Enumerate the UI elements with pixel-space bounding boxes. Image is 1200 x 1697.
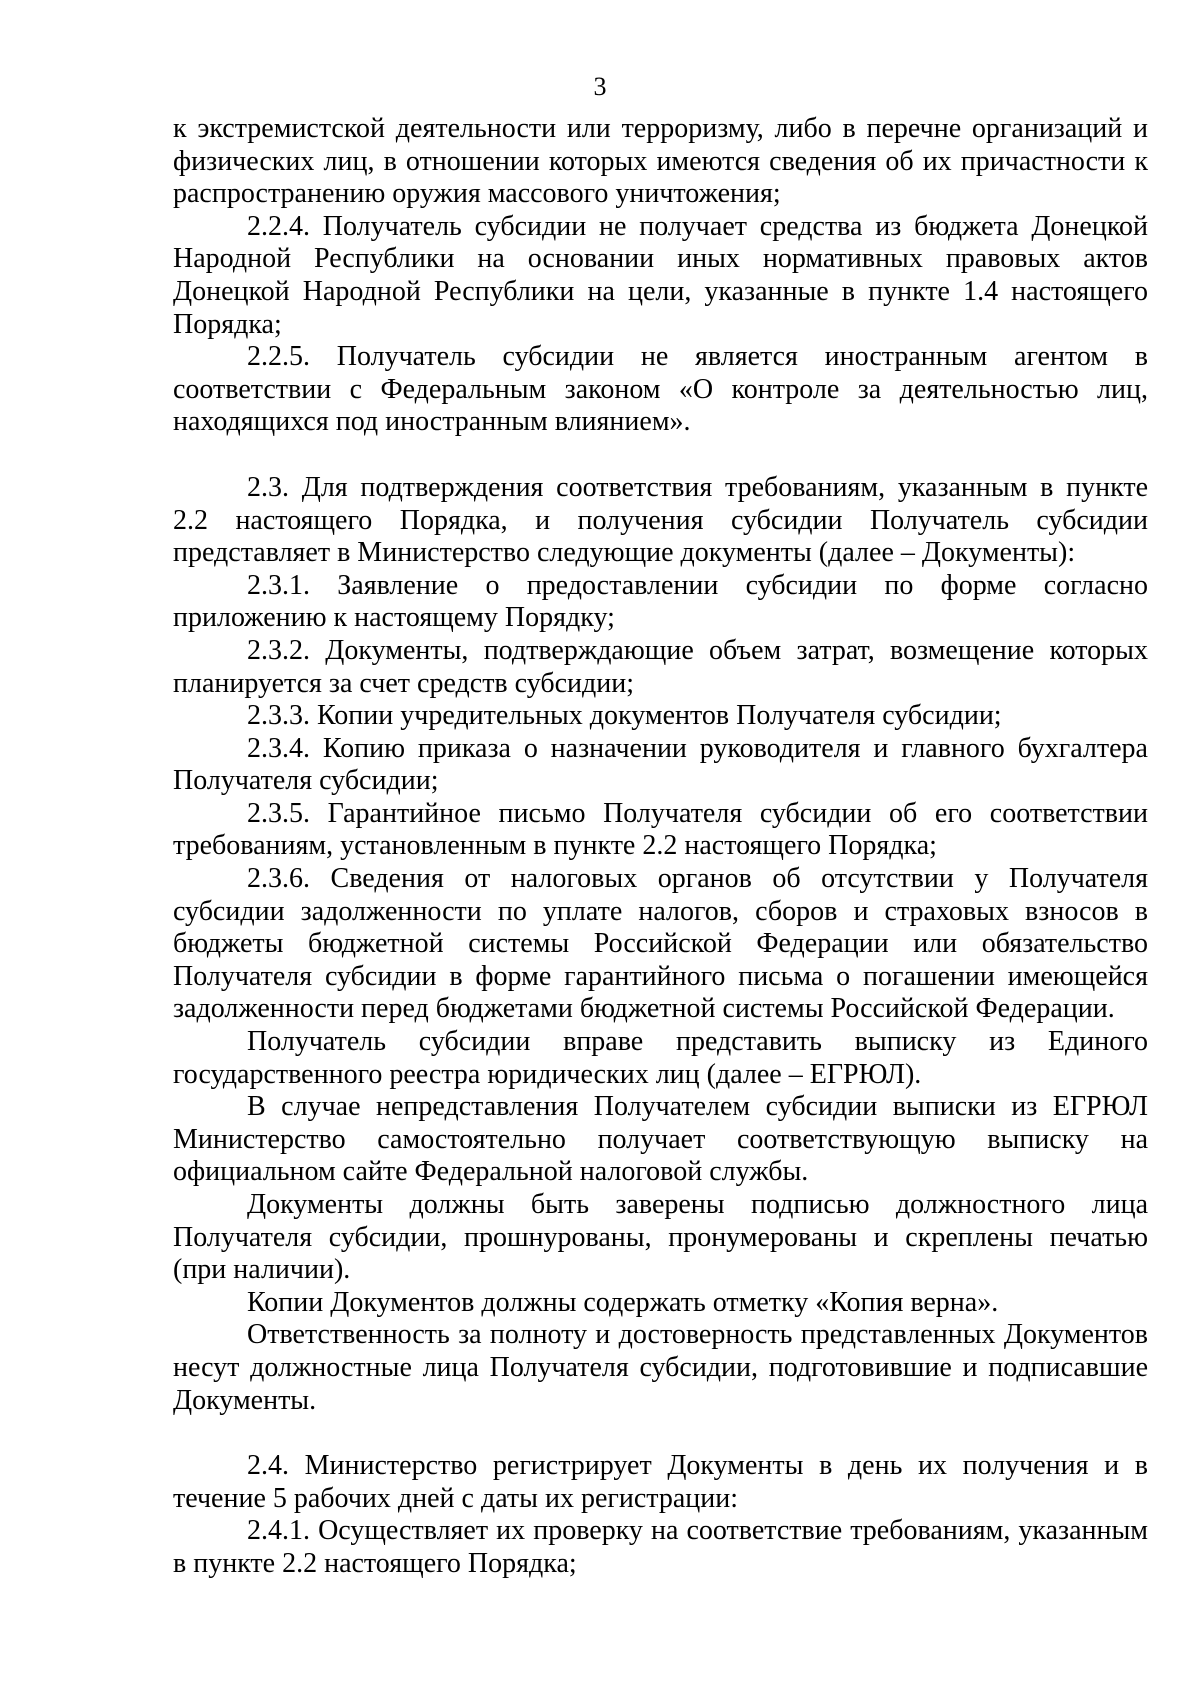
paragraph-egrul-ministry: В случае непредставления Получателем субсидии выписки из ЕГРЮЛ Министерство самостоятельно получает соответствующую выписку на официальном сайте Федеральной налоговой службы. xyxy=(173,1091,1148,1188)
paragraph-spacer xyxy=(173,439,1148,472)
paragraph-certification: Документы должны быть заверены подписью должностного лица Получателя субсидии, прошнурованы, пронумерованы и скреплены печатью (при наличии). xyxy=(173,1189,1148,1286)
paragraph-continuation: к экстремистской деятельности или терроризму, либо в перечне организаций и физических лиц, в отношении которых имеются сведения об их причастности к распространению оружия массового уничтожения; xyxy=(173,113,1148,210)
paragraph-2-3: 2.3. Для подтверждения соответствия требованиям, указанным в пункте 2.2 настоящего Порядка, и получения субсидии Получатель субсидии представляет в Министерство следующие документы (далее – Документы): xyxy=(173,471,1148,569)
paragraph-2-3-6: 2.3.6. Сведения от налоговых органов об отсутствии у Получателя субсидии задолженности по уплате налогов, сборов и страховых взносов в бюджеты бюджетной системы Российской Федерации или обязательство Получателя субсидии в форме гарантийного письма о погашении имеющейся задолженности перед бюджетами бюджетной системы Российской Федерации. xyxy=(173,863,1148,1025)
paragraph-responsibility: Ответственность за полноту и достоверность представленных Документов несут должностные лица Получателя субсидии, подготовившие и подписавшие Документы. xyxy=(173,1319,1148,1416)
document-body xyxy=(173,113,1148,1581)
paragraph-2-4-1: 2.4.1. Осуществляет их проверку на соответствие требованиям, указанным в пункте 2.2 настоящего Порядка; xyxy=(173,1515,1148,1579)
paragraph-2-2-4: 2.2.4. Получатель субсидии не получает средства из бюджета Донецкой Народной Республики на основании иных нормативных правовых актов Донецкой Народной Республики на цели, указанные в пункте 1.4 настоящего Порядка; xyxy=(173,210,1148,340)
paragraph-2-2-5: 2.2.5. Получатель субсидии не является иностранным агентом в соответствии с Федеральным законом «О контроле за деятельностью лиц, находящихся под иностранным влиянием». xyxy=(173,341,1148,438)
page-number: 3 xyxy=(593,72,607,101)
paragraph-copy-mark: Копии Документов должны содержать отметку «Копия верна». xyxy=(247,1286,999,1318)
paragraph-egrul-extract: Получатель субсидии вправе представить выписку из Единого государственного реестра юридических лиц (далее – ЕГРЮЛ). xyxy=(173,1026,1148,1090)
paragraph-2-3-3: 2.3.3. Копии учредительных документов Получателя субсидии; xyxy=(247,700,1002,732)
paragraph-spacer xyxy=(173,1417,1148,1450)
paragraph-2-3-1: 2.3.1. Заявление о предоставлении субсидии по форме согласно приложению к настоящему Порядку; xyxy=(173,569,1148,634)
paragraph-2-3-4: 2.3.4. Копию приказа о назначении руководителя и главного бухгалтера Получателя субсидии; xyxy=(173,732,1148,797)
paragraph-2-4: 2.4. Министерство регистрирует Документы в день их получения и в течение 5 рабочих дней с даты их регистрации: xyxy=(173,1450,1148,1514)
paragraph-2-3-5: 2.3.5. Гарантийное письмо Получателя субсидии об его соответствии требованиям, установленным в пункте 2.2 настоящего Порядка; xyxy=(173,797,1148,862)
paragraph-2-3-2: 2.3.2. Документы, подтверждающие объем затрат, возмещение которых планируется за счет средств субсидии; xyxy=(173,634,1148,699)
